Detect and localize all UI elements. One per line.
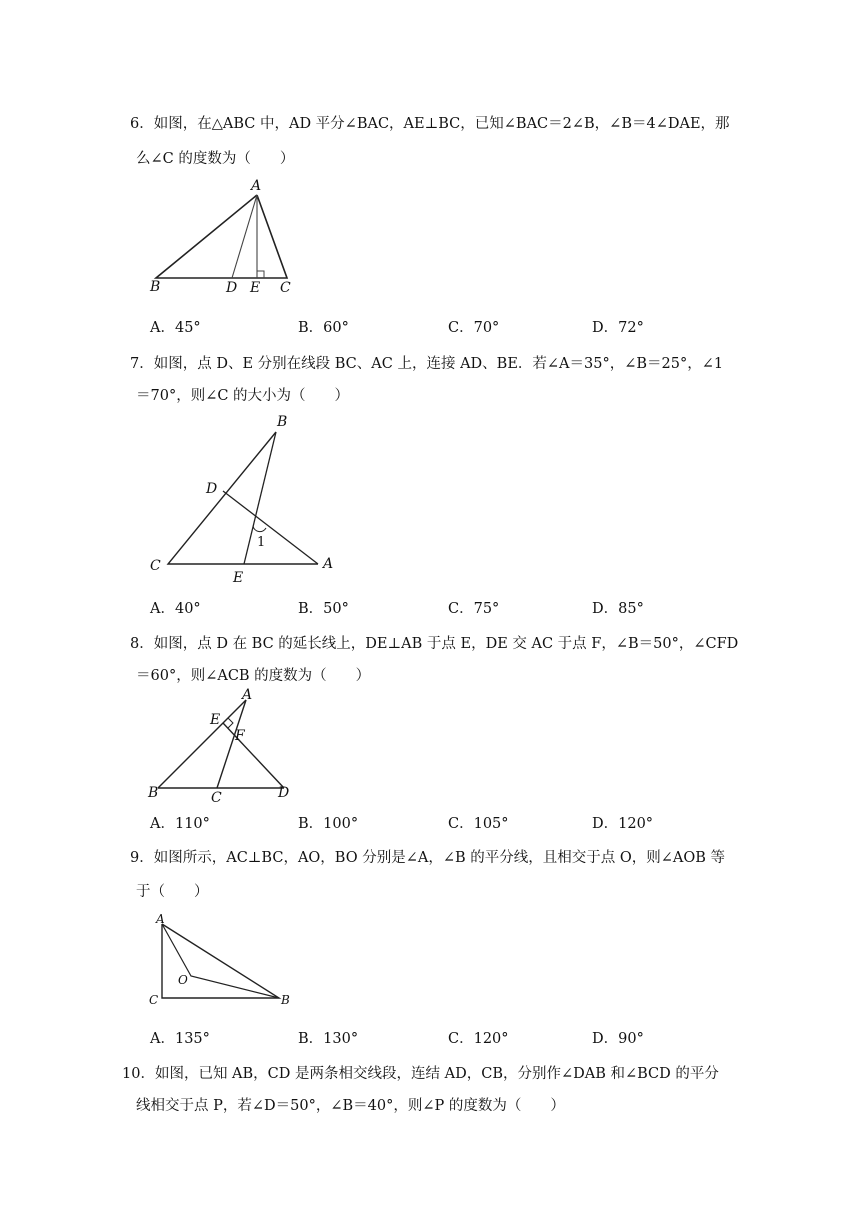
q8-option-b: B．100° xyxy=(298,816,359,832)
q6-triangle-abc xyxy=(156,195,287,278)
q9-option-b: B．130° xyxy=(298,1031,359,1047)
q6-right-angle-mark xyxy=(257,271,264,278)
q8-option-c: C．105° xyxy=(448,816,509,832)
q6-option-c: C．70° xyxy=(448,320,500,336)
q10-stem-line2: 线相交于点 P，若∠D＝50°，∠B＝40°，则∠P 的度数为（ ） xyxy=(136,1098,565,1114)
q8-stem-line1: 8．如图，点 D 在 BC 的延长线上，DE⊥AB 于点 E，DE 交 AC 于点 F，∠B＝50°，∠CFD xyxy=(130,636,739,652)
q9-label-b: B xyxy=(281,993,290,1007)
q9-label-c: C xyxy=(149,993,159,1007)
q8-label-d: D xyxy=(278,785,290,801)
q9-option-a: A．135° xyxy=(150,1031,210,1047)
q6-option-b: B．60° xyxy=(298,320,349,336)
q9-label-o: O xyxy=(178,973,188,987)
q8-segment-ba xyxy=(158,700,246,788)
q10-stem-line1: 10．如图，已知 AB，CD 是两条相交线段，连结 AD，CB，分别作∠DAB 和∠BCD 的平分 xyxy=(122,1066,719,1082)
q9-option-d: D．90° xyxy=(592,1031,644,1047)
q8-option-d: D．120° xyxy=(592,816,654,832)
q8-stem-line2: ＝60°，则∠ACB 的度数为（ ） xyxy=(136,668,371,684)
q7-label-d: D xyxy=(206,481,218,497)
q8-figure xyxy=(140,688,300,806)
q6-segment-ad xyxy=(232,195,257,278)
q7-option-b: B．50° xyxy=(298,601,349,617)
q8-label-f: F xyxy=(235,728,245,744)
q8-label-c: C xyxy=(211,790,222,806)
q7-angle-1-arc xyxy=(253,526,266,532)
q7-stem-line1: 7．如图，点 D、E 分别在线段 BC、AC 上，连接 AD、BE．若∠A＝35°，∠B＝25°，∠1 xyxy=(130,356,724,372)
q7-option-c: C．75° xyxy=(448,601,500,617)
q6-label-e: E xyxy=(250,280,261,296)
q8-label-e: E xyxy=(210,712,221,728)
q7-label-1: 1 xyxy=(257,535,266,550)
q8-option-a: A．110° xyxy=(150,816,210,832)
q7-option-d: D．85° xyxy=(592,601,644,617)
q9-stem-line2: 于（ ） xyxy=(136,884,209,900)
q8-right-angle-mark xyxy=(228,718,233,728)
q7-label-e: E xyxy=(233,570,244,586)
q9-stem-line1: 9．如图所示，AC⊥BC，AO，BO 分别是∠A，∠B 的平分线，且相交于点 O，则∠AOB 等 xyxy=(130,850,726,866)
q6-option-d: D．72° xyxy=(592,320,644,336)
q6-option-a: A．45° xyxy=(150,320,201,336)
q9-option-c: C．120° xyxy=(448,1031,509,1047)
q6-figure xyxy=(140,175,310,297)
q7-label-c: C xyxy=(150,558,161,574)
q6-label-b: B xyxy=(150,279,161,295)
q7-label-b: B xyxy=(277,414,288,430)
q7-option-a: A．40° xyxy=(150,601,201,617)
q8-label-a: A xyxy=(242,687,253,703)
q8-segment-ed xyxy=(223,723,284,788)
q6-stem-line2: 么∠C 的度数为（ ） xyxy=(136,151,295,167)
q8-segment-ac xyxy=(217,700,246,788)
q7-label-a: A xyxy=(323,556,334,572)
q6-stem-line1: 6．如图，在△ABC 中，AD 平分∠BAC，AE⊥BC，已知∠BAC＝2∠B，∠B＝4∠DAE，那 xyxy=(130,116,730,132)
q7-segment-ad xyxy=(223,491,318,564)
q9-figure xyxy=(140,912,300,1012)
q6-label-c: C xyxy=(280,280,291,296)
q9-label-a: A xyxy=(156,912,165,926)
q7-triangle-sides xyxy=(168,432,318,564)
q8-label-b: B xyxy=(148,785,159,801)
q6-label-d: D xyxy=(226,280,238,296)
q7-figure xyxy=(140,410,350,590)
q6-label-a: A xyxy=(251,178,262,194)
q7-stem-line2: ＝70°，则∠C 的大小为（ ） xyxy=(136,388,350,404)
